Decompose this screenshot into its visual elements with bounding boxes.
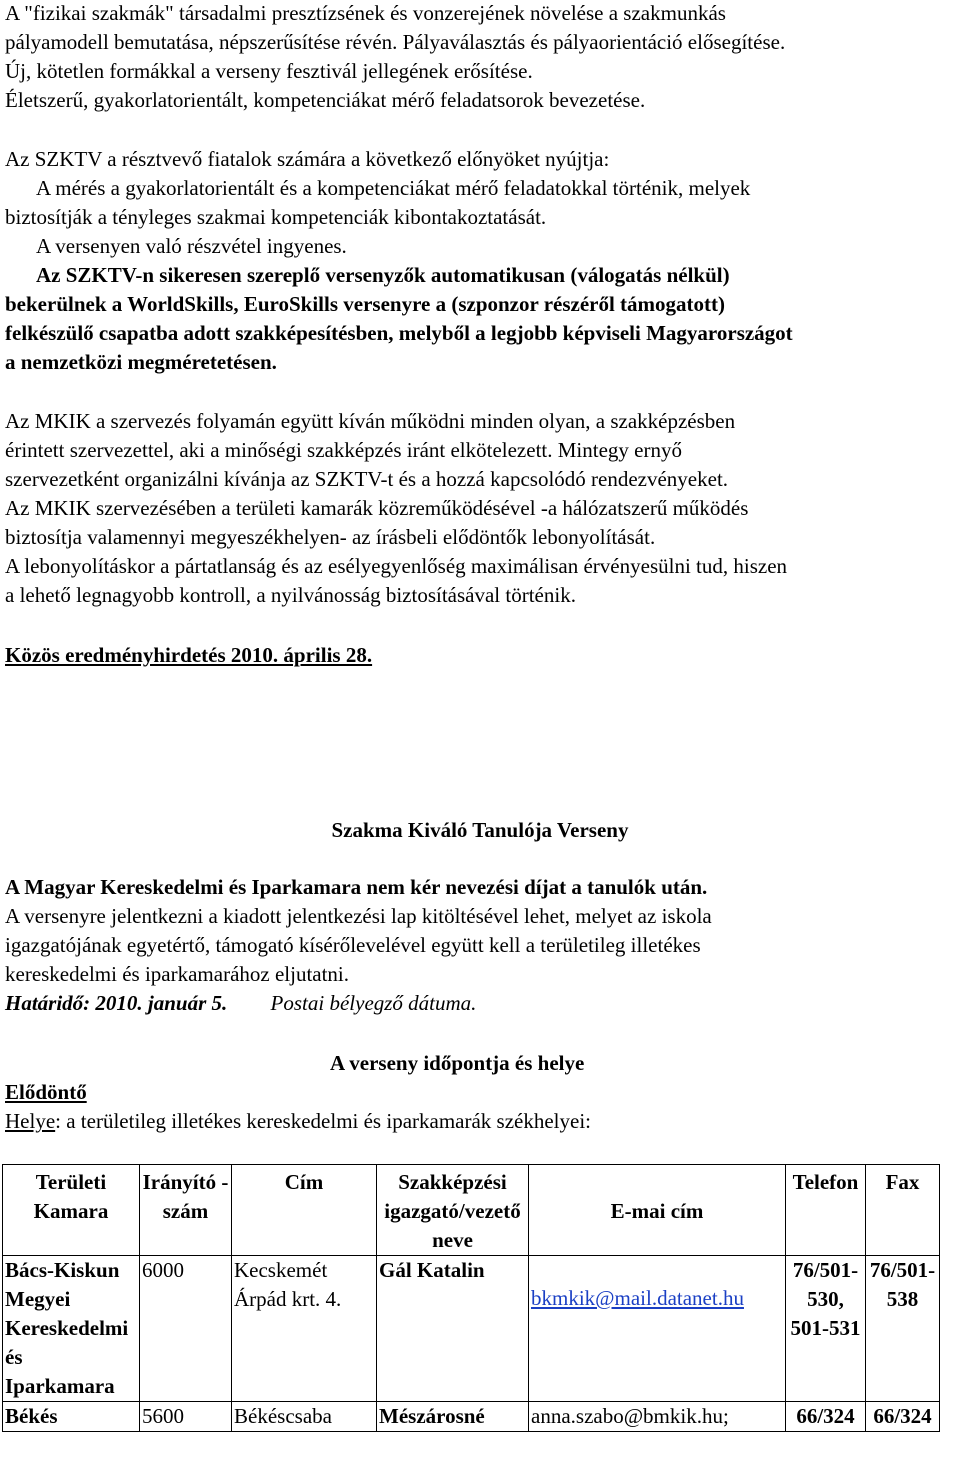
application-line: kereskedelmi és iparkamarához eljutatni. bbox=[5, 962, 350, 986]
cell-chamber: Békés bbox=[3, 1402, 140, 1432]
prelim-label: Elődöntő bbox=[5, 1080, 87, 1104]
intro-line: Életszerű, gyakorlatorientált, kompetenciákat mérő feladatsorok bevezetése. bbox=[5, 88, 646, 112]
header-chamber: Területi Kamara bbox=[3, 1165, 140, 1256]
location-line bbox=[5, 1108, 591, 1134]
venue-title: A verseny időpontja és helye bbox=[330, 1051, 585, 1075]
deadline-note: Postai bélyegző dátuma. bbox=[270, 991, 477, 1015]
cell-address: Békéscsaba bbox=[232, 1402, 377, 1432]
benefits-line: A mérés a gyakorlatorientált és a kompetenciákat mérő feladatokkal történik, melyek bbox=[36, 176, 751, 200]
mkik-line: Az MKIK szervezésében a területi kamarák közreműködésével -a hálózatszerű működés bbox=[5, 496, 749, 520]
header-phone: Telefon bbox=[786, 1165, 866, 1256]
mkik-line: Az MKIK a szervezés folyamán együtt kíván működni minden olyan, a szakképzésben bbox=[5, 409, 736, 433]
benefits-bold-line: Az SZKTV-n sikeresen szereplő versenyzők automatikusan (válogatás nélkül) bbox=[36, 263, 730, 287]
location-label: Helye bbox=[5, 1109, 56, 1133]
location-text: : a területileg illetékes kereskedelmi és iparkamarák székhelyei: bbox=[55, 1109, 592, 1133]
cell-phone: 66/324 bbox=[786, 1402, 866, 1432]
intro-line: Új, kötetlen formákkal a verseny fesztivál jellegének erősítése. bbox=[5, 59, 533, 83]
header-address: Cím bbox=[232, 1165, 377, 1256]
result-announcement: Közös eredményhirdetés 2010. április 28. bbox=[5, 643, 373, 667]
mkik-line: biztosítja valamennyi megyeszékhelyen- az írásbeli elődöntők lebonyolítását. bbox=[5, 525, 656, 549]
cell-email[interactable]: anna.szabo@bmkik.hu; bbox=[529, 1402, 786, 1432]
chamber-table bbox=[2, 1164, 940, 1432]
application-line: igazgatójának egyetértő, támogató kísérőlevelével együtt kell a területileg illetékes bbox=[5, 933, 701, 957]
header-fax: Fax bbox=[866, 1165, 940, 1256]
cell-director: Gál Katalin bbox=[377, 1256, 529, 1402]
header-zip: Irányító -szám bbox=[140, 1165, 232, 1256]
benefits-heading: Az SZKTV a résztvevő fiatalok számára a következő előnyöket nyújtja: bbox=[5, 147, 610, 171]
mkik-line: a lehető legnagyobb kontroll, a nyilvánosság biztosításával történik. bbox=[5, 583, 576, 607]
deadline bbox=[5, 990, 476, 1016]
intro-line: pályamodell bemutatása, népszerűsítése révén. Pályaválasztás és pályaorientáció elősegítése. bbox=[5, 30, 786, 54]
cell-chamber: Bács-Kiskun Megyei Kereskedelmi és Iparkamara bbox=[3, 1256, 140, 1402]
benefits-line: biztosítják a tényleges szakmai kompetenciák kibontakoztatását. bbox=[5, 205, 547, 229]
benefits-line: A versenyen való részvétel ingyenes. bbox=[36, 234, 347, 258]
cell-fax: 66/324 bbox=[866, 1402, 940, 1432]
table-row bbox=[3, 1402, 940, 1432]
fee-line: A Magyar Kereskedelmi és Iparkamara nem kér nevezési díjat a tanulók után. bbox=[5, 875, 708, 899]
mkik-line: érintett szervezettel, aki a minőségi szakképzés iránt elkötelezett. Mintegy ernyő bbox=[5, 438, 682, 462]
cell-email bbox=[529, 1256, 786, 1402]
benefits-bold-line: felkészülő csapatba adott szakképesítésben, melyből a legjobb képviseli Magyarországot bbox=[5, 321, 793, 345]
header-director: Szakképzési igazgató/vezető neve bbox=[377, 1165, 529, 1256]
application-line: A versenyre jelentkezni a kiadott jelentkezési lap kitöltésével lehet, melyet az iskola bbox=[5, 904, 712, 928]
cell-fax: 76/501-538 bbox=[866, 1256, 940, 1402]
mkik-line: szervezetként organizálni kívánja az SZKTV-t és a hozzá kapcsolódó rendezvényeket. bbox=[5, 467, 729, 491]
cell-phone: 76/501-530, 501-531 bbox=[786, 1256, 866, 1402]
cell-address: Kecskemét Árpád krt. 4. bbox=[232, 1256, 377, 1402]
table-row bbox=[3, 1256, 940, 1402]
intro-line: A "fizikai szakmák" társadalmi presztízsének és vonzerejének növelése a szakmunkás bbox=[5, 1, 726, 25]
benefits-bold-line: a nemzetközi megméretetésen. bbox=[5, 350, 277, 374]
table-header-row bbox=[3, 1165, 940, 1256]
mkik-line: A lebonyolításkor a pártatlanság és az esélyegyenlőség maximálisan érvényesülni tud, hiszen bbox=[5, 554, 788, 578]
deadline-date: 2010. január 5. bbox=[90, 991, 228, 1015]
cell-director: Mészárosné bbox=[377, 1402, 529, 1432]
deadline-label: Határidő: bbox=[5, 991, 91, 1015]
email-link[interactable]: bkmkik@mail.datanet.hu bbox=[531, 1286, 744, 1310]
cell-zip: 5600 bbox=[140, 1402, 232, 1432]
benefits-bold-line: bekerülnek a WorldSkills, EuroSkills versenyre a (szponzor részéről támogatott) bbox=[5, 292, 726, 316]
section-title: Szakma Kiváló Tanulója Verseny bbox=[331, 818, 629, 842]
header-email: E-mai cím bbox=[529, 1165, 786, 1256]
cell-zip: 6000 bbox=[140, 1256, 232, 1402]
